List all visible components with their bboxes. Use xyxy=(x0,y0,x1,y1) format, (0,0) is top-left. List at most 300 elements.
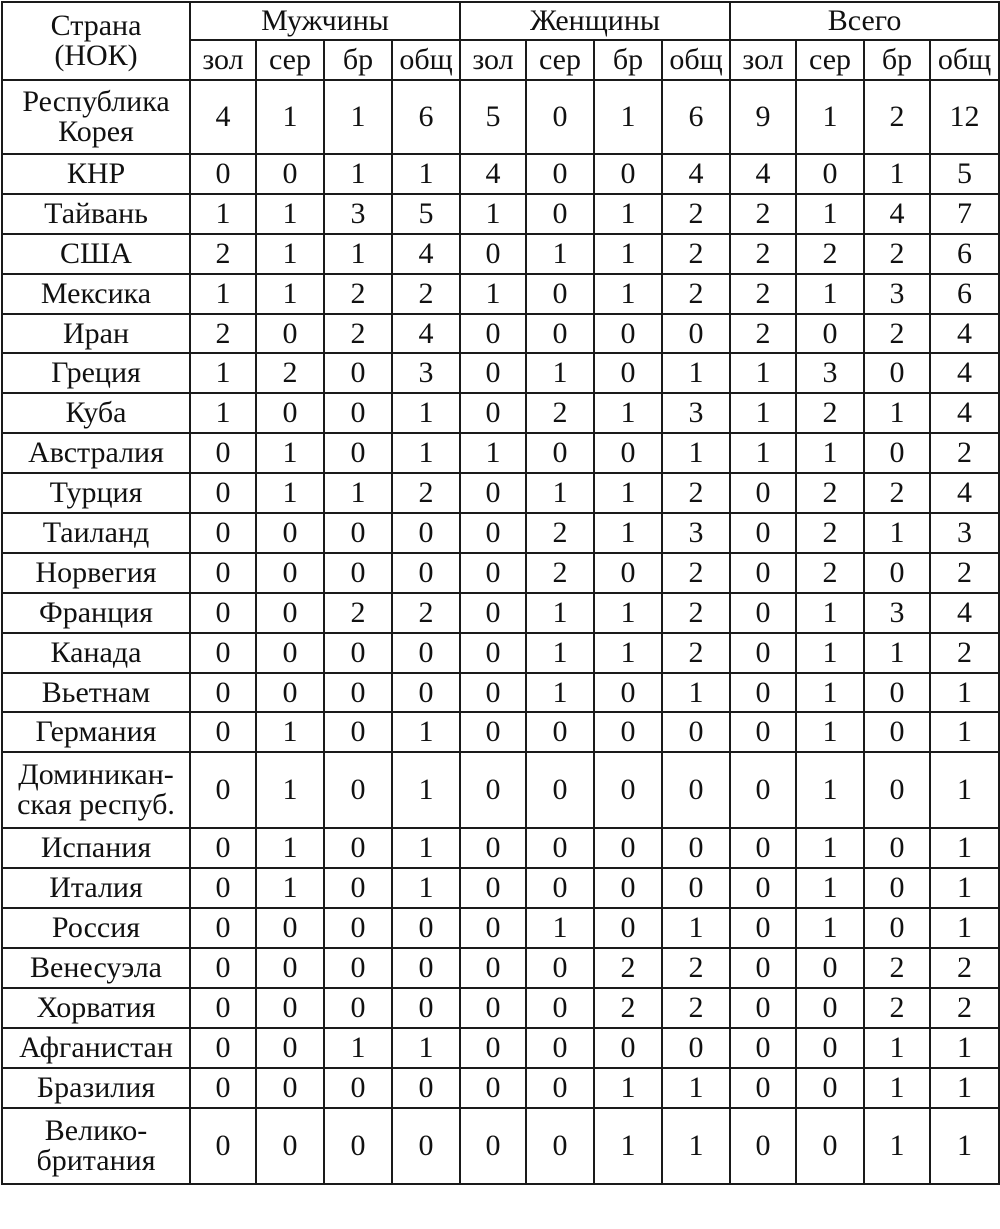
cell-men-silver: 1 xyxy=(256,80,324,154)
cell-women-bronze: 1 xyxy=(594,194,662,234)
cell-all-silver: 0 xyxy=(796,154,864,194)
cell-women-bronze: 1 xyxy=(594,274,662,314)
cell-men-silver: 1 xyxy=(256,828,324,868)
cell-all-gold: 0 xyxy=(730,752,796,828)
cell-all-total: 2 xyxy=(930,948,999,988)
cell-men-total: 1 xyxy=(392,393,460,433)
cell-women-gold: 0 xyxy=(460,752,526,828)
cell-men-bronze: 2 xyxy=(324,593,392,633)
cell-men-total: 2 xyxy=(392,593,460,633)
cell-men-gold: 0 xyxy=(190,433,256,473)
cell-women-silver: 0 xyxy=(526,80,594,154)
cell-women-silver: 0 xyxy=(526,988,594,1028)
cell-all-gold: 0 xyxy=(730,908,796,948)
cell-men-silver: 0 xyxy=(256,553,324,593)
cell-women-gold: 0 xyxy=(460,593,526,633)
medal-table xyxy=(1,1,1000,1185)
cell-all-silver: 0 xyxy=(796,1068,864,1108)
cell-women-bronze: 1 xyxy=(594,1068,662,1108)
cell-all-gold: 9 xyxy=(730,80,796,154)
table-row xyxy=(2,80,999,154)
cell-all-gold: 0 xyxy=(730,673,796,713)
cell-all-gold: 1 xyxy=(730,353,796,393)
country-cell: Хорватия xyxy=(2,988,190,1028)
table-row xyxy=(2,1068,999,1108)
country-cell: Куба xyxy=(2,393,190,433)
cell-women-silver: 0 xyxy=(526,1028,594,1068)
cell-all-gold: 1 xyxy=(730,433,796,473)
table-body xyxy=(2,80,999,1184)
cell-all-gold: 0 xyxy=(730,513,796,553)
cell-men-gold: 0 xyxy=(190,154,256,194)
cell-women-bronze: 0 xyxy=(594,1028,662,1068)
cell-all-silver: 1 xyxy=(796,80,864,154)
table-row xyxy=(2,234,999,274)
cell-men-total: 3 xyxy=(392,353,460,393)
cell-women-silver: 1 xyxy=(526,908,594,948)
table-row xyxy=(2,988,999,1028)
cell-men-silver: 1 xyxy=(256,234,324,274)
cell-women-bronze: 0 xyxy=(594,154,662,194)
cell-all-total: 6 xyxy=(930,274,999,314)
cell-all-total: 2 xyxy=(930,433,999,473)
cell-all-bronze: 1 xyxy=(864,1028,930,1068)
cell-men-total: 0 xyxy=(392,988,460,1028)
cell-all-total: 1 xyxy=(930,1068,999,1108)
cell-women-total: 2 xyxy=(662,633,730,673)
cell-men-bronze: 0 xyxy=(324,712,392,752)
header-men-bronze: бр xyxy=(324,40,392,80)
cell-all-gold: 4 xyxy=(730,154,796,194)
cell-men-silver: 0 xyxy=(256,1068,324,1108)
cell-men-total: 5 xyxy=(392,194,460,234)
cell-all-silver: 1 xyxy=(796,274,864,314)
cell-men-silver: 0 xyxy=(256,633,324,673)
cell-all-bronze: 0 xyxy=(864,353,930,393)
cell-all-total: 1 xyxy=(930,868,999,908)
table-row xyxy=(2,1108,999,1184)
country-cell: Греция xyxy=(2,353,190,393)
cell-men-silver: 0 xyxy=(256,1028,324,1068)
table-row xyxy=(2,593,999,633)
cell-women-bronze: 0 xyxy=(594,433,662,473)
cell-women-gold: 0 xyxy=(460,1108,526,1184)
cell-all-bronze: 0 xyxy=(864,712,930,752)
table-header xyxy=(2,2,999,80)
cell-women-silver: 0 xyxy=(526,1068,594,1108)
cell-all-bronze: 1 xyxy=(864,1108,930,1184)
cell-all-total: 5 xyxy=(930,154,999,194)
cell-all-total: 2 xyxy=(930,553,999,593)
cell-women-total: 1 xyxy=(662,1108,730,1184)
cell-all-bronze: 0 xyxy=(864,868,930,908)
header-men-gold: зол xyxy=(190,40,256,80)
cell-all-bronze: 2 xyxy=(864,473,930,513)
country-cell: Иран xyxy=(2,314,190,354)
cell-all-bronze: 1 xyxy=(864,633,930,673)
cell-women-gold: 0 xyxy=(460,633,526,673)
cell-women-total: 0 xyxy=(662,712,730,752)
cell-women-total: 0 xyxy=(662,868,730,908)
cell-all-bronze: 1 xyxy=(864,393,930,433)
cell-men-gold: 0 xyxy=(190,988,256,1028)
cell-all-silver: 2 xyxy=(796,393,864,433)
cell-all-total: 1 xyxy=(930,752,999,828)
cell-men-silver: 1 xyxy=(256,274,324,314)
cell-all-gold: 2 xyxy=(730,274,796,314)
cell-men-total: 0 xyxy=(392,513,460,553)
cell-all-bronze: 4 xyxy=(864,194,930,234)
country-cell: Афганистан xyxy=(2,1028,190,1068)
table-row xyxy=(2,473,999,513)
table-row xyxy=(2,868,999,908)
cell-men-silver: 0 xyxy=(256,513,324,553)
cell-men-bronze: 0 xyxy=(324,752,392,828)
cell-all-silver: 1 xyxy=(796,712,864,752)
cell-men-total: 0 xyxy=(392,1068,460,1108)
cell-men-total: 2 xyxy=(392,274,460,314)
cell-women-total: 0 xyxy=(662,828,730,868)
table-row xyxy=(2,274,999,314)
table-row xyxy=(2,1028,999,1068)
country-cell: Франция xyxy=(2,593,190,633)
cell-women-total: 1 xyxy=(662,433,730,473)
table-row xyxy=(2,712,999,752)
cell-all-total: 1 xyxy=(930,712,999,752)
cell-women-total: 1 xyxy=(662,673,730,713)
cell-all-total: 4 xyxy=(930,314,999,354)
cell-women-bronze: 1 xyxy=(594,593,662,633)
cell-men-silver: 0 xyxy=(256,593,324,633)
cell-all-bronze: 2 xyxy=(864,314,930,354)
cell-all-total: 1 xyxy=(930,1028,999,1068)
cell-all-total: 2 xyxy=(930,633,999,673)
cell-all-bronze: 0 xyxy=(864,673,930,713)
cell-men-bronze: 0 xyxy=(324,1108,392,1184)
table-row xyxy=(2,633,999,673)
cell-men-total: 1 xyxy=(392,752,460,828)
cell-men-bronze: 0 xyxy=(324,513,392,553)
cell-all-silver: 0 xyxy=(796,1108,864,1184)
table-row xyxy=(2,948,999,988)
cell-women-silver: 0 xyxy=(526,712,594,752)
cell-men-bronze: 1 xyxy=(324,154,392,194)
table-row xyxy=(2,752,999,828)
cell-women-total: 2 xyxy=(662,473,730,513)
cell-all-bronze: 1 xyxy=(864,154,930,194)
cell-men-silver: 2 xyxy=(256,353,324,393)
cell-all-silver: 2 xyxy=(796,513,864,553)
cell-women-total: 2 xyxy=(662,988,730,1028)
cell-women-gold: 0 xyxy=(460,828,526,868)
cell-men-bronze: 1 xyxy=(324,80,392,154)
cell-women-gold: 0 xyxy=(460,553,526,593)
cell-women-gold: 0 xyxy=(460,1028,526,1068)
cell-men-bronze: 2 xyxy=(324,314,392,354)
cell-men-gold: 0 xyxy=(190,1068,256,1108)
country-cell: Турция xyxy=(2,473,190,513)
cell-men-bronze: 1 xyxy=(324,234,392,274)
cell-all-gold: 0 xyxy=(730,988,796,1028)
cell-all-gold: 2 xyxy=(730,194,796,234)
cell-women-total: 6 xyxy=(662,80,730,154)
cell-women-total: 1 xyxy=(662,908,730,948)
cell-men-gold: 0 xyxy=(190,868,256,908)
country-cell: Республика Корея xyxy=(2,80,190,154)
cell-women-gold: 0 xyxy=(460,908,526,948)
cell-women-silver: 0 xyxy=(526,274,594,314)
country-cell: Италия xyxy=(2,868,190,908)
cell-women-bronze: 1 xyxy=(594,234,662,274)
cell-all-silver: 3 xyxy=(796,353,864,393)
cell-women-silver: 1 xyxy=(526,473,594,513)
cell-all-total: 2 xyxy=(930,988,999,1028)
cell-all-total: 7 xyxy=(930,194,999,234)
cell-men-silver: 0 xyxy=(256,314,324,354)
cell-women-silver: 0 xyxy=(526,752,594,828)
cell-women-total: 3 xyxy=(662,513,730,553)
cell-women-bronze: 0 xyxy=(594,752,662,828)
cell-men-gold: 1 xyxy=(190,393,256,433)
cell-all-total: 1 xyxy=(930,673,999,713)
cell-all-bronze: 0 xyxy=(864,433,930,473)
cell-all-silver: 0 xyxy=(796,988,864,1028)
cell-men-total: 0 xyxy=(392,1108,460,1184)
cell-all-gold: 0 xyxy=(730,1028,796,1068)
cell-women-total: 2 xyxy=(662,194,730,234)
cell-men-silver: 0 xyxy=(256,948,324,988)
cell-men-silver: 1 xyxy=(256,433,324,473)
cell-men-gold: 1 xyxy=(190,274,256,314)
cell-all-total: 4 xyxy=(930,353,999,393)
cell-men-gold: 0 xyxy=(190,828,256,868)
cell-women-bronze: 2 xyxy=(594,988,662,1028)
cell-men-gold: 0 xyxy=(190,1028,256,1068)
cell-men-gold: 0 xyxy=(190,553,256,593)
cell-all-bronze: 2 xyxy=(864,80,930,154)
cell-all-bronze: 1 xyxy=(864,1068,930,1108)
cell-women-gold: 5 xyxy=(460,80,526,154)
cell-men-silver: 1 xyxy=(256,194,324,234)
cell-all-gold: 0 xyxy=(730,553,796,593)
cell-women-bronze: 2 xyxy=(594,948,662,988)
cell-women-silver: 0 xyxy=(526,314,594,354)
cell-women-gold: 0 xyxy=(460,1068,526,1108)
header-women-silver: сер xyxy=(526,40,594,80)
cell-women-gold: 1 xyxy=(460,274,526,314)
cell-women-total: 0 xyxy=(662,752,730,828)
table-row xyxy=(2,673,999,713)
cell-men-gold: 0 xyxy=(190,513,256,553)
cell-all-silver: 1 xyxy=(796,433,864,473)
header-group-total: Всего xyxy=(730,2,999,40)
cell-women-gold: 0 xyxy=(460,948,526,988)
cell-women-bronze: 0 xyxy=(594,712,662,752)
cell-women-total: 1 xyxy=(662,353,730,393)
cell-women-silver: 0 xyxy=(526,948,594,988)
cell-women-gold: 4 xyxy=(460,154,526,194)
cell-men-bronze: 0 xyxy=(324,868,392,908)
cell-all-bronze: 1 xyxy=(864,513,930,553)
cell-all-bronze: 3 xyxy=(864,593,930,633)
cell-women-total: 0 xyxy=(662,314,730,354)
cell-men-silver: 0 xyxy=(256,154,324,194)
cell-women-gold: 0 xyxy=(460,712,526,752)
cell-women-gold: 0 xyxy=(460,513,526,553)
cell-all-gold: 0 xyxy=(730,593,796,633)
country-cell: Россия xyxy=(2,908,190,948)
cell-men-bronze: 0 xyxy=(324,1068,392,1108)
header-group-men: Мужчины xyxy=(190,2,460,40)
cell-all-total: 3 xyxy=(930,513,999,553)
cell-men-bronze: 0 xyxy=(324,948,392,988)
country-cell: Велико- британия xyxy=(2,1108,190,1184)
cell-women-gold: 0 xyxy=(460,473,526,513)
country-cell: Норвегия xyxy=(2,553,190,593)
country-cell: Таиланд xyxy=(2,513,190,553)
cell-women-bronze: 1 xyxy=(594,473,662,513)
table-row xyxy=(2,314,999,354)
cell-women-silver: 0 xyxy=(526,194,594,234)
cell-all-bronze: 0 xyxy=(864,908,930,948)
cell-all-silver: 2 xyxy=(796,473,864,513)
country-cell: США xyxy=(2,234,190,274)
cell-all-silver: 1 xyxy=(796,828,864,868)
cell-all-total: 6 xyxy=(930,234,999,274)
cell-all-gold: 1 xyxy=(730,393,796,433)
header-men-silver: сер xyxy=(256,40,324,80)
cell-men-total: 0 xyxy=(392,633,460,673)
cell-all-total: 4 xyxy=(930,473,999,513)
country-cell: Австралия xyxy=(2,433,190,473)
cell-men-total: 1 xyxy=(392,868,460,908)
cell-women-gold: 0 xyxy=(460,353,526,393)
cell-women-gold: 0 xyxy=(460,234,526,274)
cell-men-bronze: 0 xyxy=(324,988,392,1028)
cell-men-total: 1 xyxy=(392,154,460,194)
cell-men-bronze: 1 xyxy=(324,473,392,513)
header-all-total: общ xyxy=(930,40,999,80)
cell-men-gold: 0 xyxy=(190,673,256,713)
cell-men-silver: 0 xyxy=(256,673,324,713)
cell-men-bronze: 3 xyxy=(324,194,392,234)
cell-men-bronze: 0 xyxy=(324,633,392,673)
table-row xyxy=(2,553,999,593)
cell-all-silver: 0 xyxy=(796,314,864,354)
cell-women-gold: 1 xyxy=(460,433,526,473)
cell-women-gold: 0 xyxy=(460,393,526,433)
cell-women-bronze: 0 xyxy=(594,828,662,868)
cell-all-silver: 2 xyxy=(796,553,864,593)
cell-men-total: 1 xyxy=(392,1028,460,1068)
cell-men-gold: 1 xyxy=(190,353,256,393)
cell-women-gold: 0 xyxy=(460,673,526,713)
cell-women-silver: 2 xyxy=(526,553,594,593)
cell-all-silver: 0 xyxy=(796,1028,864,1068)
cell-men-total: 1 xyxy=(392,828,460,868)
cell-men-gold: 2 xyxy=(190,314,256,354)
cell-all-total: 12 xyxy=(930,80,999,154)
country-cell: КНР xyxy=(2,154,190,194)
cell-women-silver: 2 xyxy=(526,513,594,553)
cell-women-silver: 0 xyxy=(526,868,594,908)
cell-all-silver: 1 xyxy=(796,633,864,673)
cell-women-bronze: 0 xyxy=(594,314,662,354)
cell-all-bronze: 2 xyxy=(864,988,930,1028)
cell-all-gold: 2 xyxy=(730,314,796,354)
cell-women-bronze: 1 xyxy=(594,513,662,553)
cell-men-bronze: 0 xyxy=(324,673,392,713)
cell-men-gold: 4 xyxy=(190,80,256,154)
cell-all-bronze: 3 xyxy=(864,274,930,314)
cell-women-bronze: 0 xyxy=(594,673,662,713)
cell-men-bronze: 0 xyxy=(324,433,392,473)
header-women-gold: зол xyxy=(460,40,526,80)
cell-women-silver: 1 xyxy=(526,234,594,274)
cell-men-total: 2 xyxy=(392,473,460,513)
cell-women-total: 2 xyxy=(662,274,730,314)
cell-men-bronze: 0 xyxy=(324,393,392,433)
cell-women-gold: 0 xyxy=(460,868,526,908)
table-row xyxy=(2,154,999,194)
header-all-gold: зол xyxy=(730,40,796,80)
cell-all-gold: 2 xyxy=(730,234,796,274)
cell-all-total: 4 xyxy=(930,393,999,433)
cell-all-bronze: 0 xyxy=(864,752,930,828)
cell-men-silver: 1 xyxy=(256,712,324,752)
cell-women-bronze: 1 xyxy=(594,633,662,673)
cell-women-silver: 1 xyxy=(526,593,594,633)
country-cell: Тайвань xyxy=(2,194,190,234)
country-cell: Венесуэла xyxy=(2,948,190,988)
cell-men-gold: 0 xyxy=(190,948,256,988)
country-cell: Бразилия xyxy=(2,1068,190,1108)
cell-women-silver: 0 xyxy=(526,433,594,473)
cell-all-gold: 0 xyxy=(730,948,796,988)
cell-all-gold: 0 xyxy=(730,868,796,908)
cell-women-silver: 0 xyxy=(526,1108,594,1184)
cell-men-total: 6 xyxy=(392,80,460,154)
cell-women-bronze: 0 xyxy=(594,868,662,908)
cell-women-silver: 0 xyxy=(526,828,594,868)
cell-women-bronze: 1 xyxy=(594,1108,662,1184)
cell-all-bronze: 0 xyxy=(864,553,930,593)
cell-men-bronze: 0 xyxy=(324,353,392,393)
cell-men-total: 4 xyxy=(392,314,460,354)
cell-men-bronze: 0 xyxy=(324,553,392,593)
cell-all-bronze: 2 xyxy=(864,948,930,988)
country-cell: Доминикан- ская респуб. xyxy=(2,752,190,828)
cell-men-total: 4 xyxy=(392,234,460,274)
cell-women-silver: 2 xyxy=(526,393,594,433)
cell-all-silver: 0 xyxy=(796,948,864,988)
header-all-silver: сер xyxy=(796,40,864,80)
cell-men-gold: 0 xyxy=(190,633,256,673)
cell-all-silver: 2 xyxy=(796,234,864,274)
cell-men-silver: 1 xyxy=(256,868,324,908)
cell-men-gold: 0 xyxy=(190,908,256,948)
table-row xyxy=(2,513,999,553)
cell-men-total: 1 xyxy=(392,433,460,473)
cell-women-total: 3 xyxy=(662,393,730,433)
cell-women-total: 0 xyxy=(662,1028,730,1068)
cell-men-gold: 0 xyxy=(190,712,256,752)
cell-all-silver: 1 xyxy=(796,194,864,234)
header-men-total: общ xyxy=(392,40,460,80)
cell-all-gold: 0 xyxy=(730,828,796,868)
cell-men-gold: 0 xyxy=(190,593,256,633)
cell-all-gold: 0 xyxy=(730,633,796,673)
